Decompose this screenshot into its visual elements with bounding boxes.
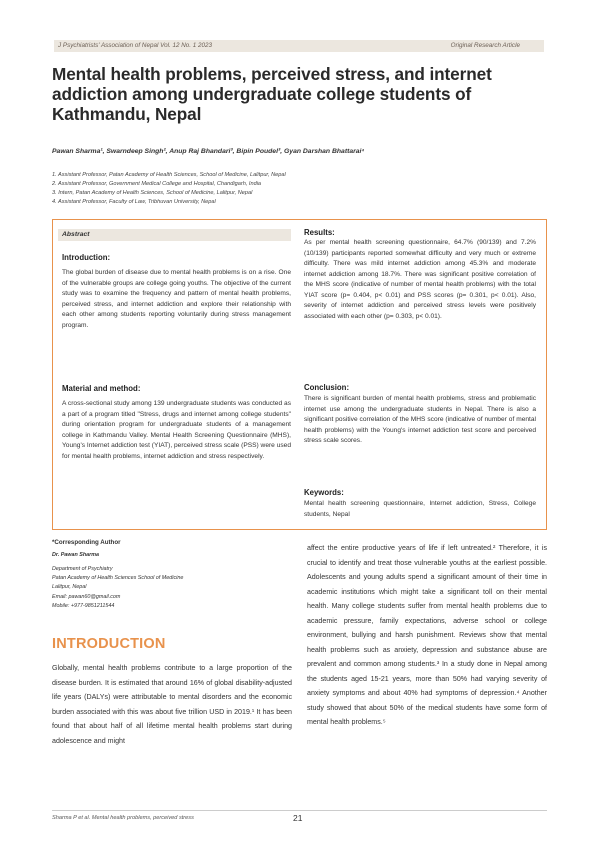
article-type: Original Research Article bbox=[450, 42, 520, 49]
correspondence-line: Lalitpur, Nepal bbox=[52, 584, 87, 590]
introduction-heading: INTRODUCTION bbox=[52, 636, 166, 652]
affiliation-1: 1. Assistant Professor, Patan Academy of Health Sciences, School of Medicine, Lalitpur, Nepal bbox=[52, 172, 286, 178]
abstract-results-heading: Results: bbox=[304, 228, 335, 237]
introduction-left-column: Globally, mental health problems contribute to a large proportion of the disease burden. It is estimated that around 16% of global disability-adjusted life years (DALYs) were attributable to mental disorders and the economic burden associated with this was about five trillion USD in 2019.¹ It has been found that about half of all lifetime mental health problems start during adolescence and might bbox=[52, 664, 292, 745]
abstract-methods-text: A cross-sectional study among 139 undergraduate students was conducted as a part of a program titled "Stress, drugs and internet among college students" during orientation program for undergraduate students of a management college in Kathmandu Valley. Mental Health Screening Questionnaire (MHS), Young's Internet addiction test (YIAT), perceived stress scale (PSS) were used for mental health problems, internet addiction and stress respectively. bbox=[62, 400, 291, 460]
abstract-keywords-heading: Keywords: bbox=[304, 488, 344, 497]
correspondence-line: Patan Academy of Health Sciences School of Medicine bbox=[52, 575, 184, 581]
correspondence-email: Email: pawan60@gmail.com bbox=[52, 594, 121, 600]
corresponding-author-heading: *Corresponding Author bbox=[52, 539, 121, 546]
affiliation-4: 4. Assistant Professor, Faculty of Law, Tribhuvan University, Nepal bbox=[52, 199, 216, 205]
abstract-introduction-heading: Introduction: bbox=[62, 253, 111, 262]
journal-citation: J Psychiatrists' Association of Nepal Vol. 12 No. 1 2023 bbox=[58, 42, 213, 49]
article-title: Mental health problems, perceived stress, and internet addiction among undergraduate college students of Kathmandu, Nepal bbox=[52, 64, 492, 124]
introduction-right-column: affect the entire productive years of life if left untreated.² Therefore, it is crucial to identify and treat those vulnerable youths at the earliest possible. Adolescents and young adults spend a significant amount of their time in academic institutions which might take a significant toll on their mental health. Many college students suffer from mental health problems due to academic pressure, family expectations, adverse school or college environment, bullying and harsh punishment. Reviews show that mental health problems such as anxiety, depression and substance abuse are prevalent and common among students.³ In a study done in Nepal among the students aged 15-21 years, more than 50% had varying severity of anxiety symptoms and about 40% had symptoms of depression.⁴ Another study showed that about 50% of the medical students have some form of mental health problems.⁵ bbox=[307, 544, 547, 726]
corresponding-author-name: Dr. Pawan Sharma bbox=[52, 552, 100, 558]
abstract-keywords-text: Mental health screening questionnaire, Internet addiction, Stress, College students, Nepal bbox=[304, 500, 536, 518]
affiliation-2: 2. Assistant Professor, Government Medical College and Hospital, Chandigarh, India bbox=[52, 181, 262, 187]
footer-running-title: Sharma P et al. Mental health problems, perceived stress bbox=[52, 815, 194, 821]
abstract-methods-heading: Material and method: bbox=[62, 384, 141, 393]
abstract-conclusion-heading: Conclusion: bbox=[304, 383, 350, 392]
abstract-label: Abstract bbox=[58, 229, 291, 241]
journal-header bbox=[54, 40, 544, 52]
correspondence-mobile: Mobile: +977-9851211544 bbox=[52, 603, 115, 609]
abstract-introduction-text: The global burden of disease due to mental health problems is on a rise. One of the vulnerable groups are college going youths. The objective of the current study was to examine the frequency and pattern of mental health problems, perceived stress, and internet addiction and explore their relationship with each other among students reporting voluntarily during stress management program. bbox=[62, 269, 291, 329]
footer-divider bbox=[52, 810, 547, 811]
abstract-conclusion-text: There is significant burden of mental health problems, stress and problematic internet use among the undergraduate students in Nepal. There is also a significant positive correlation of the MHS score (indicative of number of mental health problems) with the Young's internet addiction test score and perceived stress scale scores. bbox=[304, 395, 536, 444]
abstract-results-text: As per mental health screening questionnaire, 64.7% (90/139) and 7.2% (10/139) participants reported somewhat difficulty and very much or extreme difficulty. There was mild internet addiction among 45.3% and moderate internet addiction among 18.7%. There was significant positive correlation of the MHS score (indicative of number of mental health problems) with the total YIAT score (p= 0.404, p< 0.01) and PSS scores (p= 0.301, p< 0.01). Also, severity of internet addiction and perceived stress levels were positively associated with each other (p= 0.303, p< 0.01). bbox=[304, 239, 536, 320]
author-list: Pawan Sharma¹, Swarndeep Singh², Anup Raj Bhandari³, Bipin Poudel³, Gyan Darshan Bhattarai⁴ bbox=[52, 148, 365, 155]
correspondence-line: Department of Psychiatry bbox=[52, 566, 113, 572]
affiliation-3: 3. Intern, Patan Academy of Health Sciences, School of Medicine, Lalitpur, Nepal bbox=[52, 190, 253, 196]
page-number: 21 bbox=[293, 813, 303, 823]
